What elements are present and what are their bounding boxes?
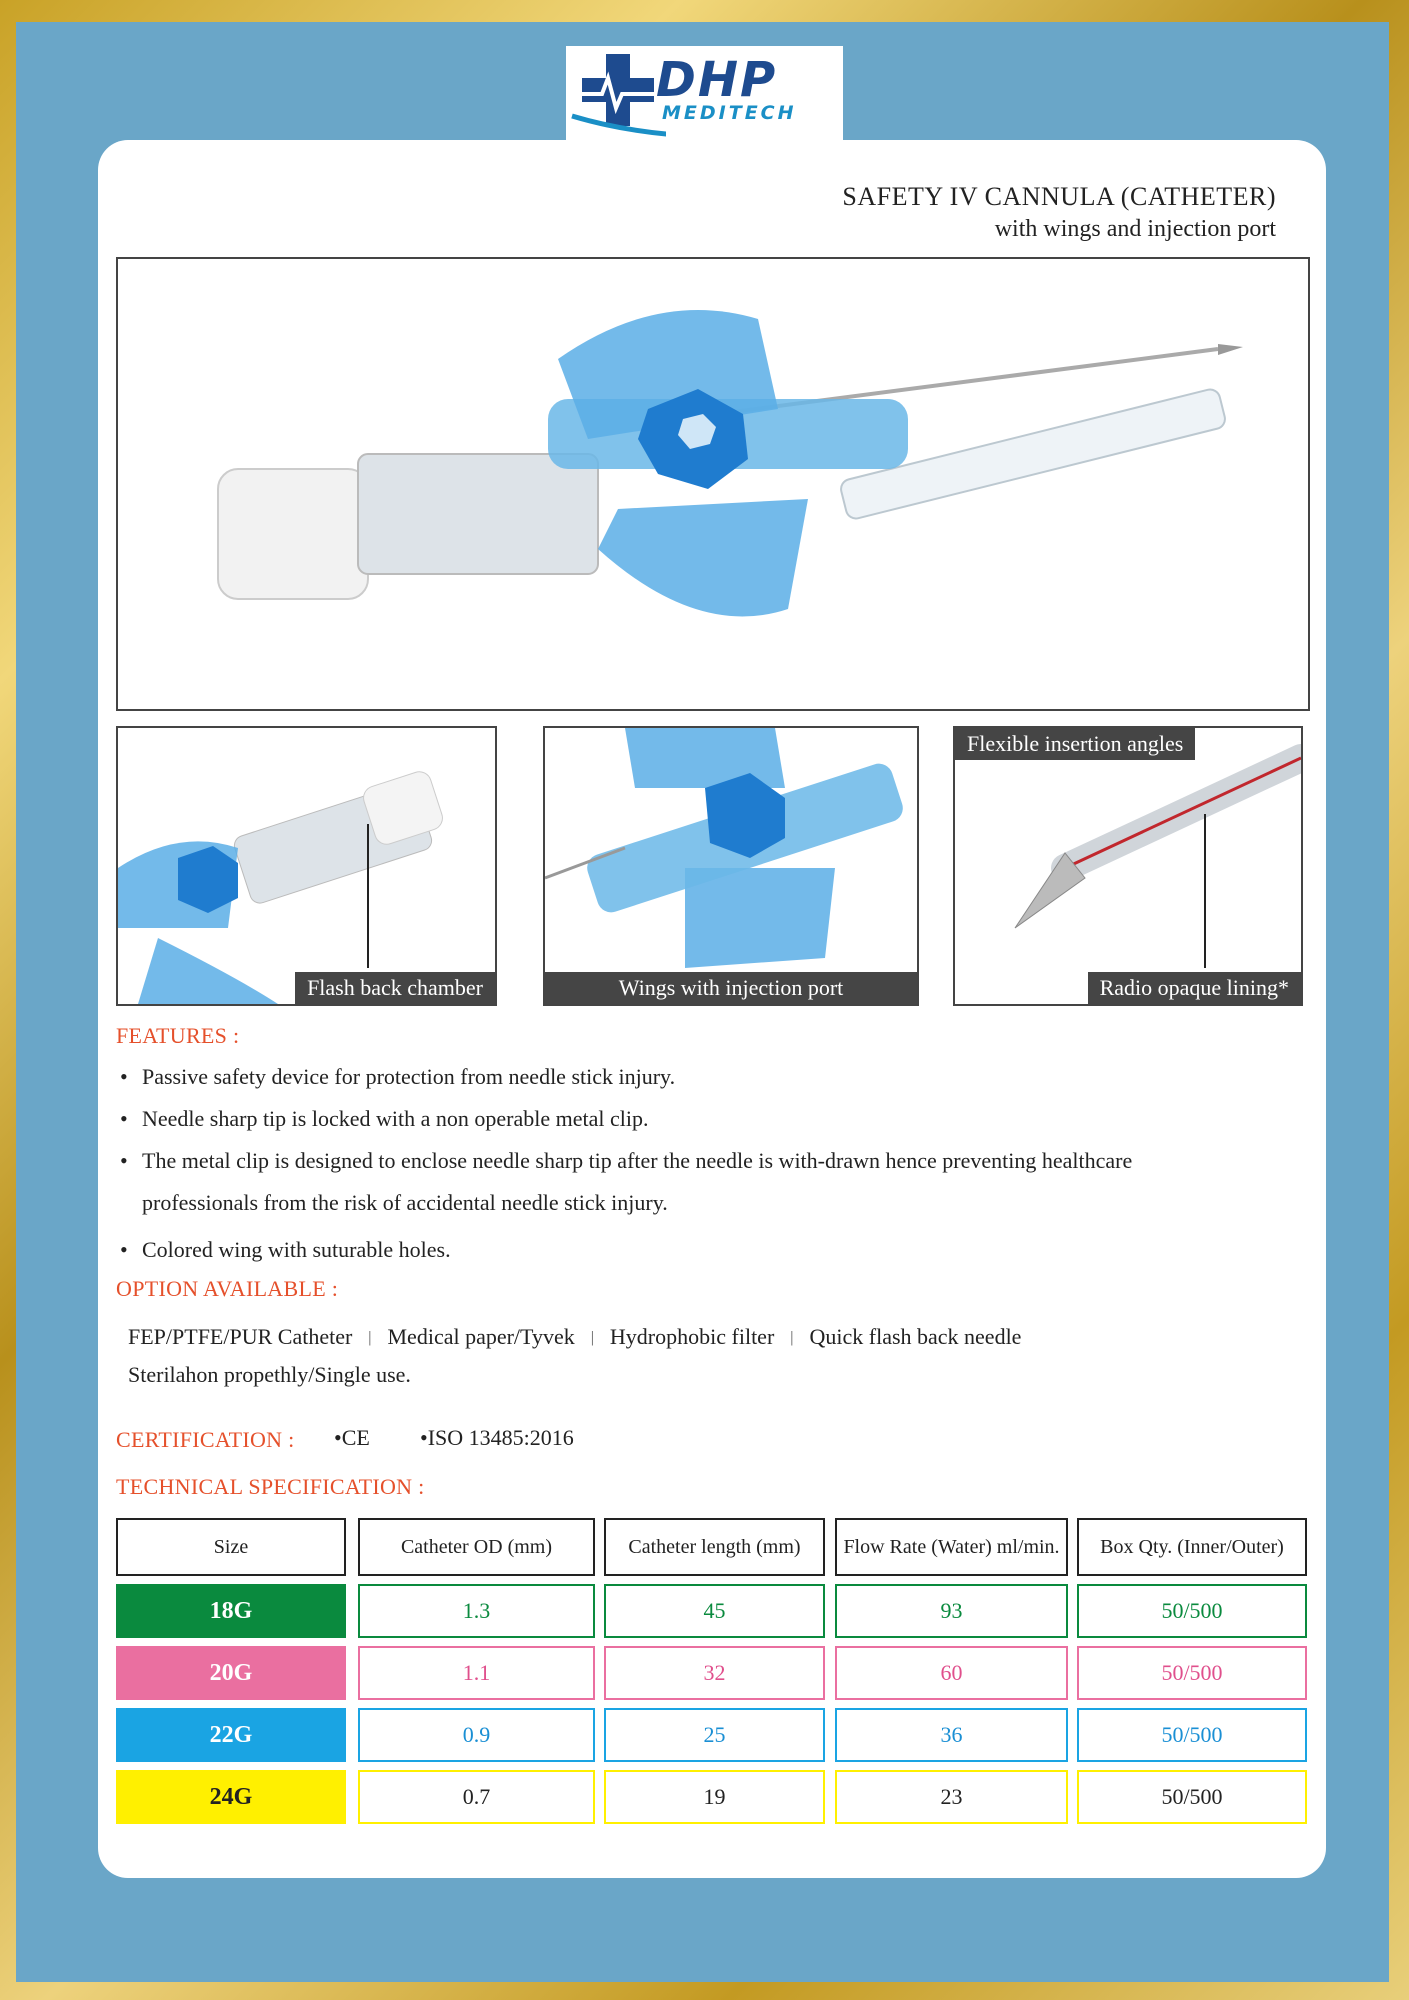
- spec-cell: 0.9: [358, 1708, 595, 1762]
- flash-back-panel: [116, 726, 497, 1006]
- wings-panel: [543, 726, 919, 1006]
- product-title: [842, 182, 1276, 243]
- logo-subtitle: MEDITECH: [662, 102, 797, 124]
- spec-cell: 1.1: [358, 1646, 595, 1700]
- option-item: Medical paper/Tyvek: [387, 1324, 575, 1349]
- radio-opaque-caption: Radio opaque lining*: [1088, 972, 1301, 1004]
- spec-cell: 19: [604, 1770, 825, 1824]
- main-product-image: [116, 257, 1310, 711]
- catheter-tip-illustration: [955, 728, 1301, 1004]
- spec-cell: 25: [604, 1708, 825, 1762]
- spec-cell: 50/500: [1077, 1708, 1307, 1762]
- size-cell: 24G: [116, 1770, 346, 1824]
- size-cell: 20G: [116, 1646, 346, 1700]
- cert-ce: •CE: [334, 1425, 370, 1450]
- separator: |: [590, 1329, 594, 1346]
- spec-cell: 36: [835, 1708, 1068, 1762]
- spec-heading: TECHNICAL SPECIFICATION :: [116, 1474, 425, 1499]
- spec-cell: 50/500: [1077, 1646, 1307, 1700]
- cannula-illustration: [118, 259, 1308, 709]
- wings-illustration: [545, 728, 917, 1004]
- spec-cell: 1.3: [358, 1584, 595, 1638]
- feature-item: • Colored wing with suturable holes.: [118, 1233, 1218, 1266]
- box-header: Box Qty. (Inner/Outer): [1077, 1518, 1307, 1576]
- options-line-2: Sterilahon propethly/Single use.: [128, 1362, 411, 1387]
- od-header: Catheter OD (mm): [358, 1518, 595, 1576]
- flash-back-caption: Flash back chamber: [295, 972, 495, 1004]
- spec-cell: 93: [835, 1584, 1068, 1638]
- separator: |: [368, 1329, 372, 1346]
- features-list: [118, 1060, 1218, 1275]
- size-header: Size: [116, 1518, 346, 1576]
- flexible-caption: Flexible insertion angles: [955, 728, 1195, 760]
- cert-iso: •ISO 13485:2016: [420, 1425, 574, 1450]
- spec-cell: 60: [835, 1646, 1068, 1700]
- content-card: [98, 140, 1326, 1878]
- length-header: Catheter length (mm): [604, 1518, 825, 1576]
- option-item: FEP/PTFE/PUR Catheter: [128, 1324, 353, 1349]
- feature-item: • The metal clip is designed to enclose needle sharp tip after the needle is with-drawn hence preventing healthcare professionals from the risk of accidental needle stick injury.: [118, 1140, 1142, 1224]
- option-item: Quick flash back needle: [809, 1324, 1022, 1349]
- spec-cell: 45: [604, 1584, 825, 1638]
- product-name: SAFETY IV CANNULA (CATHETER): [842, 182, 1276, 211]
- spec-cell: 32: [604, 1646, 825, 1700]
- options-line: [128, 1324, 1021, 1350]
- separator: |: [790, 1329, 794, 1346]
- logo-name: DHP: [656, 52, 778, 108]
- spec-cell: 50/500: [1077, 1584, 1307, 1638]
- spec-cell: 23: [835, 1770, 1068, 1824]
- option-item: Hydrophobic filter: [609, 1324, 775, 1349]
- features-heading: FEATURES :: [116, 1023, 240, 1048]
- size-cell: 22G: [116, 1708, 346, 1762]
- certification-heading: CERTIFICATION :: [116, 1427, 295, 1452]
- flow-header: Flow Rate (Water) ml/min.: [835, 1518, 1068, 1576]
- company-logo: [566, 46, 843, 140]
- options-heading: OPTION AVAILABLE :: [116, 1276, 339, 1301]
- spec-cell: 0.7: [358, 1770, 595, 1824]
- feature-item: • Passive safety device for protection from needle stick injury.: [118, 1060, 1218, 1093]
- flash-back-illustration: [118, 728, 495, 1004]
- wings-caption: Wings with injection port: [545, 972, 917, 1004]
- size-cell: 18G: [116, 1584, 346, 1638]
- spec-cell: 50/500: [1077, 1770, 1307, 1824]
- product-subtitle: with wings and injection port: [994, 216, 1276, 242]
- medical-cross-icon: [566, 46, 666, 140]
- flexible-panel: [953, 726, 1303, 1006]
- feature-item: • Needle sharp tip is locked with a non operable metal clip.: [118, 1102, 1218, 1135]
